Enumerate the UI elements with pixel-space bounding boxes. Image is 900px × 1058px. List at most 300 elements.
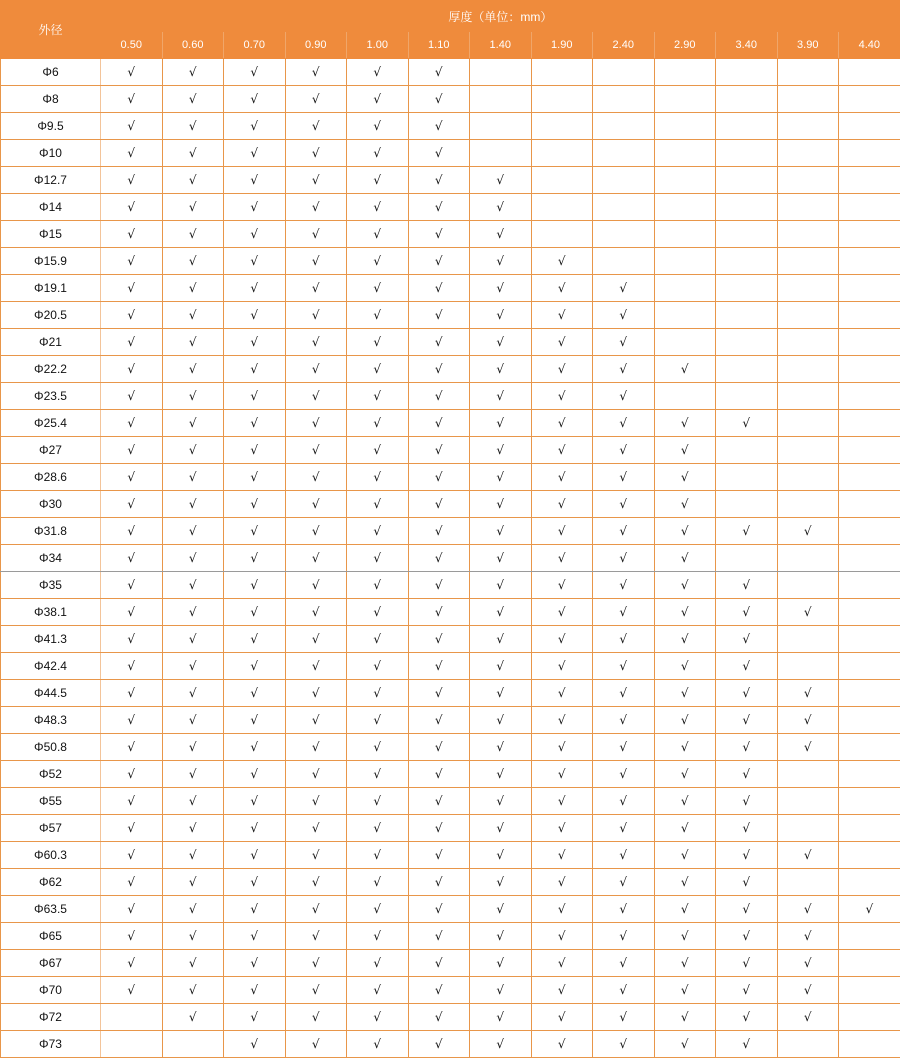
cell-empty bbox=[654, 329, 716, 356]
cell-empty bbox=[839, 977, 900, 1004]
cell-available-mark: √ bbox=[285, 869, 347, 896]
cell-available-mark: √ bbox=[470, 734, 532, 761]
cell-available-mark: √ bbox=[101, 518, 163, 545]
cell-available-mark: √ bbox=[101, 977, 163, 1004]
column-header-thickness: 3.40 bbox=[716, 32, 778, 59]
table-row bbox=[1, 383, 900, 410]
cell-available-mark: √ bbox=[162, 464, 224, 491]
cell-available-mark: √ bbox=[593, 923, 655, 950]
cell-outer-diameter: Φ63.5 bbox=[1, 896, 101, 923]
cell-available-mark: √ bbox=[470, 221, 532, 248]
cell-available-mark: √ bbox=[470, 626, 532, 653]
table-row bbox=[1, 113, 900, 140]
cell-available-mark: √ bbox=[224, 329, 286, 356]
table-row bbox=[1, 275, 900, 302]
cell-available-mark: √ bbox=[777, 977, 839, 1004]
cell-available-mark: √ bbox=[408, 545, 470, 572]
column-header-outer-diameter: 外径 bbox=[1, 1, 101, 59]
cell-available-mark: √ bbox=[347, 86, 409, 113]
cell-available-mark: √ bbox=[408, 140, 470, 167]
cell-available-mark: √ bbox=[285, 86, 347, 113]
cell-outer-diameter: Φ50.8 bbox=[1, 734, 101, 761]
cell-available-mark: √ bbox=[593, 518, 655, 545]
cell-available-mark: √ bbox=[224, 977, 286, 1004]
cell-outer-diameter: Φ34 bbox=[1, 545, 101, 572]
cell-available-mark: √ bbox=[285, 1031, 347, 1058]
cell-empty bbox=[839, 248, 900, 275]
column-header-thickness: 1.10 bbox=[408, 32, 470, 59]
cell-empty bbox=[839, 140, 900, 167]
cell-available-mark: √ bbox=[654, 545, 716, 572]
table-row bbox=[1, 86, 900, 113]
cell-available-mark: √ bbox=[593, 410, 655, 437]
cell-empty bbox=[839, 626, 900, 653]
cell-available-mark: √ bbox=[101, 167, 163, 194]
cell-available-mark: √ bbox=[716, 410, 778, 437]
cell-available-mark: √ bbox=[531, 383, 593, 410]
cell-available-mark: √ bbox=[531, 869, 593, 896]
cell-empty bbox=[777, 140, 839, 167]
cell-empty bbox=[839, 59, 900, 86]
column-header-thickness: 1.40 bbox=[470, 32, 532, 59]
cell-empty bbox=[162, 1031, 224, 1058]
cell-available-mark: √ bbox=[101, 734, 163, 761]
cell-available-mark: √ bbox=[408, 59, 470, 86]
cell-available-mark: √ bbox=[347, 923, 409, 950]
cell-empty bbox=[777, 491, 839, 518]
cell-available-mark: √ bbox=[408, 410, 470, 437]
cell-available-mark: √ bbox=[101, 869, 163, 896]
cell-available-mark: √ bbox=[531, 275, 593, 302]
cell-available-mark: √ bbox=[101, 59, 163, 86]
cell-available-mark: √ bbox=[224, 464, 286, 491]
cell-available-mark: √ bbox=[101, 545, 163, 572]
cell-outer-diameter: Φ8 bbox=[1, 86, 101, 113]
cell-available-mark: √ bbox=[408, 356, 470, 383]
cell-available-mark: √ bbox=[470, 410, 532, 437]
cell-available-mark: √ bbox=[224, 383, 286, 410]
cell-available-mark: √ bbox=[285, 680, 347, 707]
cell-available-mark: √ bbox=[347, 464, 409, 491]
cell-available-mark: √ bbox=[162, 1004, 224, 1031]
cell-available-mark: √ bbox=[593, 275, 655, 302]
cell-available-mark: √ bbox=[224, 518, 286, 545]
cell-available-mark: √ bbox=[408, 572, 470, 599]
cell-outer-diameter: Φ73 bbox=[1, 1031, 101, 1058]
cell-empty bbox=[470, 140, 532, 167]
cell-available-mark: √ bbox=[777, 1004, 839, 1031]
cell-outer-diameter: Φ44.5 bbox=[1, 680, 101, 707]
cell-available-mark: √ bbox=[593, 842, 655, 869]
cell-available-mark: √ bbox=[654, 923, 716, 950]
cell-available-mark: √ bbox=[285, 329, 347, 356]
cell-available-mark: √ bbox=[408, 923, 470, 950]
cell-available-mark: √ bbox=[470, 518, 532, 545]
cell-available-mark: √ bbox=[101, 950, 163, 977]
cell-available-mark: √ bbox=[101, 275, 163, 302]
cell-available-mark: √ bbox=[347, 113, 409, 140]
cell-available-mark: √ bbox=[162, 113, 224, 140]
cell-available-mark: √ bbox=[101, 140, 163, 167]
cell-empty bbox=[777, 86, 839, 113]
cell-available-mark: √ bbox=[531, 842, 593, 869]
cell-available-mark: √ bbox=[101, 113, 163, 140]
cell-available-mark: √ bbox=[285, 437, 347, 464]
cell-available-mark: √ bbox=[162, 86, 224, 113]
cell-available-mark: √ bbox=[347, 680, 409, 707]
cell-available-mark: √ bbox=[470, 707, 532, 734]
cell-empty bbox=[777, 1031, 839, 1058]
cell-outer-diameter: Φ48.3 bbox=[1, 707, 101, 734]
cell-available-mark: √ bbox=[162, 734, 224, 761]
cell-available-mark: √ bbox=[285, 221, 347, 248]
cell-available-mark: √ bbox=[777, 950, 839, 977]
cell-available-mark: √ bbox=[224, 788, 286, 815]
cell-available-mark: √ bbox=[224, 653, 286, 680]
cell-available-mark: √ bbox=[654, 761, 716, 788]
table-row bbox=[1, 545, 900, 572]
cell-available-mark: √ bbox=[593, 788, 655, 815]
cell-available-mark: √ bbox=[285, 761, 347, 788]
cell-available-mark: √ bbox=[408, 815, 470, 842]
table-row bbox=[1, 194, 900, 221]
cell-available-mark: √ bbox=[408, 653, 470, 680]
cell-empty bbox=[839, 518, 900, 545]
cell-empty bbox=[839, 302, 900, 329]
cell-available-mark: √ bbox=[224, 59, 286, 86]
cell-available-mark: √ bbox=[593, 302, 655, 329]
table-row bbox=[1, 680, 900, 707]
column-header-thickness: 3.90 bbox=[777, 32, 839, 59]
table-row bbox=[1, 59, 900, 86]
cell-available-mark: √ bbox=[470, 1031, 532, 1058]
cell-empty bbox=[716, 194, 778, 221]
table-row bbox=[1, 248, 900, 275]
table-row bbox=[1, 653, 900, 680]
cell-empty bbox=[654, 302, 716, 329]
cell-available-mark: √ bbox=[285, 491, 347, 518]
cell-available-mark: √ bbox=[101, 221, 163, 248]
cell-available-mark: √ bbox=[347, 410, 409, 437]
column-header-thickness: 0.50 bbox=[101, 32, 163, 59]
table-row bbox=[1, 221, 900, 248]
cell-available-mark: √ bbox=[593, 680, 655, 707]
cell-available-mark: √ bbox=[716, 896, 778, 923]
cell-available-mark: √ bbox=[593, 626, 655, 653]
cell-available-mark: √ bbox=[224, 248, 286, 275]
cell-available-mark: √ bbox=[654, 977, 716, 1004]
cell-available-mark: √ bbox=[347, 761, 409, 788]
cell-available-mark: √ bbox=[531, 599, 593, 626]
cell-available-mark: √ bbox=[162, 275, 224, 302]
cell-empty bbox=[839, 707, 900, 734]
cell-available-mark: √ bbox=[408, 869, 470, 896]
table-row bbox=[1, 491, 900, 518]
cell-available-mark: √ bbox=[347, 842, 409, 869]
cell-empty bbox=[777, 248, 839, 275]
cell-available-mark: √ bbox=[531, 518, 593, 545]
cell-empty bbox=[839, 194, 900, 221]
cell-available-mark: √ bbox=[470, 977, 532, 1004]
cell-empty bbox=[716, 275, 778, 302]
cell-empty bbox=[777, 329, 839, 356]
cell-available-mark: √ bbox=[531, 788, 593, 815]
cell-available-mark: √ bbox=[408, 221, 470, 248]
cell-available-mark: √ bbox=[408, 329, 470, 356]
cell-available-mark: √ bbox=[654, 464, 716, 491]
cell-outer-diameter: Φ70 bbox=[1, 977, 101, 1004]
cell-available-mark: √ bbox=[470, 356, 532, 383]
cell-outer-diameter: Φ14 bbox=[1, 194, 101, 221]
cell-available-mark: √ bbox=[593, 815, 655, 842]
cell-available-mark: √ bbox=[654, 680, 716, 707]
cell-available-mark: √ bbox=[654, 1004, 716, 1031]
cell-available-mark: √ bbox=[224, 140, 286, 167]
cell-available-mark: √ bbox=[285, 545, 347, 572]
cell-available-mark: √ bbox=[470, 329, 532, 356]
cell-empty bbox=[777, 167, 839, 194]
cell-available-mark: √ bbox=[347, 950, 409, 977]
column-header-thickness: 0.60 bbox=[162, 32, 224, 59]
cell-available-mark: √ bbox=[593, 977, 655, 1004]
cell-available-mark: √ bbox=[531, 653, 593, 680]
table-row bbox=[1, 572, 900, 599]
cell-empty bbox=[470, 59, 532, 86]
column-header-thickness: 1.90 bbox=[531, 32, 593, 59]
cell-available-mark: √ bbox=[470, 248, 532, 275]
cell-empty bbox=[839, 869, 900, 896]
cell-empty bbox=[839, 1031, 900, 1058]
table-row bbox=[1, 734, 900, 761]
table-row bbox=[1, 788, 900, 815]
cell-available-mark: √ bbox=[347, 275, 409, 302]
cell-available-mark: √ bbox=[408, 248, 470, 275]
cell-empty bbox=[654, 275, 716, 302]
cell-available-mark: √ bbox=[347, 221, 409, 248]
cell-outer-diameter: Φ23.5 bbox=[1, 383, 101, 410]
cell-empty bbox=[716, 302, 778, 329]
cell-available-mark: √ bbox=[531, 896, 593, 923]
cell-available-mark: √ bbox=[347, 383, 409, 410]
cell-available-mark: √ bbox=[285, 896, 347, 923]
cell-available-mark: √ bbox=[224, 491, 286, 518]
cell-empty bbox=[777, 869, 839, 896]
cell-available-mark: √ bbox=[470, 491, 532, 518]
cell-available-mark: √ bbox=[593, 653, 655, 680]
column-header-thickness: 4.40 bbox=[839, 32, 900, 59]
header-row-group bbox=[1, 1, 900, 32]
cell-available-mark: √ bbox=[654, 626, 716, 653]
cell-available-mark: √ bbox=[285, 1004, 347, 1031]
cell-empty bbox=[777, 761, 839, 788]
cell-available-mark: √ bbox=[224, 113, 286, 140]
cell-empty bbox=[839, 464, 900, 491]
cell-empty bbox=[839, 545, 900, 572]
cell-available-mark: √ bbox=[285, 707, 347, 734]
cell-outer-diameter: Φ35 bbox=[1, 572, 101, 599]
header-row-thickness-values bbox=[1, 32, 900, 59]
table-row bbox=[1, 977, 900, 1004]
cell-empty bbox=[777, 815, 839, 842]
cell-empty bbox=[777, 302, 839, 329]
table-row bbox=[1, 302, 900, 329]
cell-available-mark: √ bbox=[777, 896, 839, 923]
cell-empty bbox=[839, 275, 900, 302]
cell-available-mark: √ bbox=[101, 842, 163, 869]
cell-available-mark: √ bbox=[101, 599, 163, 626]
cell-available-mark: √ bbox=[162, 59, 224, 86]
cell-available-mark: √ bbox=[531, 545, 593, 572]
cell-available-mark: √ bbox=[285, 167, 347, 194]
cell-empty bbox=[716, 113, 778, 140]
cell-empty bbox=[839, 734, 900, 761]
cell-available-mark: √ bbox=[162, 815, 224, 842]
cell-outer-diameter: Φ38.1 bbox=[1, 599, 101, 626]
cell-available-mark: √ bbox=[408, 977, 470, 1004]
cell-outer-diameter: Φ42.4 bbox=[1, 653, 101, 680]
cell-empty bbox=[839, 1004, 900, 1031]
cell-available-mark: √ bbox=[593, 329, 655, 356]
cell-available-mark: √ bbox=[408, 86, 470, 113]
cell-empty bbox=[531, 59, 593, 86]
cell-available-mark: √ bbox=[593, 869, 655, 896]
cell-available-mark: √ bbox=[593, 383, 655, 410]
cell-available-mark: √ bbox=[777, 518, 839, 545]
cell-available-mark: √ bbox=[777, 680, 839, 707]
cell-outer-diameter: Φ41.3 bbox=[1, 626, 101, 653]
cell-available-mark: √ bbox=[839, 896, 900, 923]
cell-available-mark: √ bbox=[347, 302, 409, 329]
cell-empty bbox=[839, 572, 900, 599]
cell-available-mark: √ bbox=[224, 167, 286, 194]
cell-empty bbox=[777, 383, 839, 410]
cell-available-mark: √ bbox=[531, 707, 593, 734]
cell-outer-diameter: Φ67 bbox=[1, 950, 101, 977]
cell-available-mark: √ bbox=[101, 788, 163, 815]
cell-empty bbox=[654, 140, 716, 167]
cell-available-mark: √ bbox=[224, 302, 286, 329]
cell-available-mark: √ bbox=[716, 653, 778, 680]
cell-available-mark: √ bbox=[531, 464, 593, 491]
cell-outer-diameter: Φ62 bbox=[1, 869, 101, 896]
cell-empty bbox=[593, 194, 655, 221]
cell-outer-diameter: Φ25.4 bbox=[1, 410, 101, 437]
cell-available-mark: √ bbox=[285, 734, 347, 761]
column-header-thickness: 0.90 bbox=[285, 32, 347, 59]
cell-empty bbox=[839, 653, 900, 680]
cell-available-mark: √ bbox=[654, 572, 716, 599]
cell-empty bbox=[716, 545, 778, 572]
cell-available-mark: √ bbox=[101, 410, 163, 437]
cell-available-mark: √ bbox=[408, 437, 470, 464]
cell-available-mark: √ bbox=[408, 950, 470, 977]
cell-empty bbox=[777, 113, 839, 140]
cell-available-mark: √ bbox=[470, 680, 532, 707]
cell-available-mark: √ bbox=[470, 572, 532, 599]
cell-available-mark: √ bbox=[654, 707, 716, 734]
cell-available-mark: √ bbox=[531, 572, 593, 599]
cell-available-mark: √ bbox=[347, 653, 409, 680]
cell-available-mark: √ bbox=[101, 572, 163, 599]
cell-empty bbox=[654, 383, 716, 410]
cell-available-mark: √ bbox=[162, 167, 224, 194]
cell-available-mark: √ bbox=[101, 248, 163, 275]
cell-available-mark: √ bbox=[285, 140, 347, 167]
cell-available-mark: √ bbox=[593, 761, 655, 788]
cell-available-mark: √ bbox=[531, 626, 593, 653]
cell-available-mark: √ bbox=[101, 86, 163, 113]
cell-available-mark: √ bbox=[162, 950, 224, 977]
cell-available-mark: √ bbox=[531, 248, 593, 275]
cell-outer-diameter: Φ19.1 bbox=[1, 275, 101, 302]
table-row bbox=[1, 518, 900, 545]
cell-available-mark: √ bbox=[654, 950, 716, 977]
cell-available-mark: √ bbox=[285, 302, 347, 329]
cell-available-mark: √ bbox=[777, 842, 839, 869]
cell-empty bbox=[593, 167, 655, 194]
cell-available-mark: √ bbox=[285, 464, 347, 491]
cell-available-mark: √ bbox=[224, 842, 286, 869]
cell-available-mark: √ bbox=[654, 518, 716, 545]
cell-available-mark: √ bbox=[716, 572, 778, 599]
cell-outer-diameter: Φ28.6 bbox=[1, 464, 101, 491]
cell-available-mark: √ bbox=[285, 653, 347, 680]
cell-empty bbox=[839, 356, 900, 383]
cell-available-mark: √ bbox=[285, 923, 347, 950]
cell-available-mark: √ bbox=[347, 167, 409, 194]
cell-available-mark: √ bbox=[716, 761, 778, 788]
cell-available-mark: √ bbox=[347, 599, 409, 626]
table-row bbox=[1, 410, 900, 437]
cell-available-mark: √ bbox=[716, 518, 778, 545]
cell-available-mark: √ bbox=[408, 761, 470, 788]
cell-available-mark: √ bbox=[777, 734, 839, 761]
cell-empty bbox=[777, 464, 839, 491]
cell-outer-diameter: Φ55 bbox=[1, 788, 101, 815]
cell-available-mark: √ bbox=[285, 626, 347, 653]
cell-available-mark: √ bbox=[285, 410, 347, 437]
cell-empty bbox=[654, 248, 716, 275]
cell-available-mark: √ bbox=[470, 275, 532, 302]
cell-empty bbox=[777, 221, 839, 248]
cell-available-mark: √ bbox=[470, 815, 532, 842]
cell-empty bbox=[716, 329, 778, 356]
cell-available-mark: √ bbox=[162, 977, 224, 1004]
cell-available-mark: √ bbox=[224, 869, 286, 896]
cell-available-mark: √ bbox=[224, 275, 286, 302]
cell-available-mark: √ bbox=[654, 356, 716, 383]
cell-available-mark: √ bbox=[347, 1004, 409, 1031]
cell-available-mark: √ bbox=[224, 221, 286, 248]
cell-available-mark: √ bbox=[408, 599, 470, 626]
cell-available-mark: √ bbox=[470, 167, 532, 194]
cell-available-mark: √ bbox=[716, 734, 778, 761]
cell-outer-diameter: Φ21 bbox=[1, 329, 101, 356]
cell-available-mark: √ bbox=[408, 383, 470, 410]
cell-available-mark: √ bbox=[347, 626, 409, 653]
cell-available-mark: √ bbox=[224, 545, 286, 572]
cell-empty bbox=[839, 680, 900, 707]
cell-empty bbox=[839, 599, 900, 626]
cell-outer-diameter: Φ30 bbox=[1, 491, 101, 518]
cell-available-mark: √ bbox=[470, 194, 532, 221]
cell-available-mark: √ bbox=[162, 437, 224, 464]
cell-available-mark: √ bbox=[162, 518, 224, 545]
cell-available-mark: √ bbox=[716, 842, 778, 869]
column-header-thickness: 2.90 bbox=[654, 32, 716, 59]
cell-empty bbox=[839, 761, 900, 788]
cell-available-mark: √ bbox=[101, 896, 163, 923]
